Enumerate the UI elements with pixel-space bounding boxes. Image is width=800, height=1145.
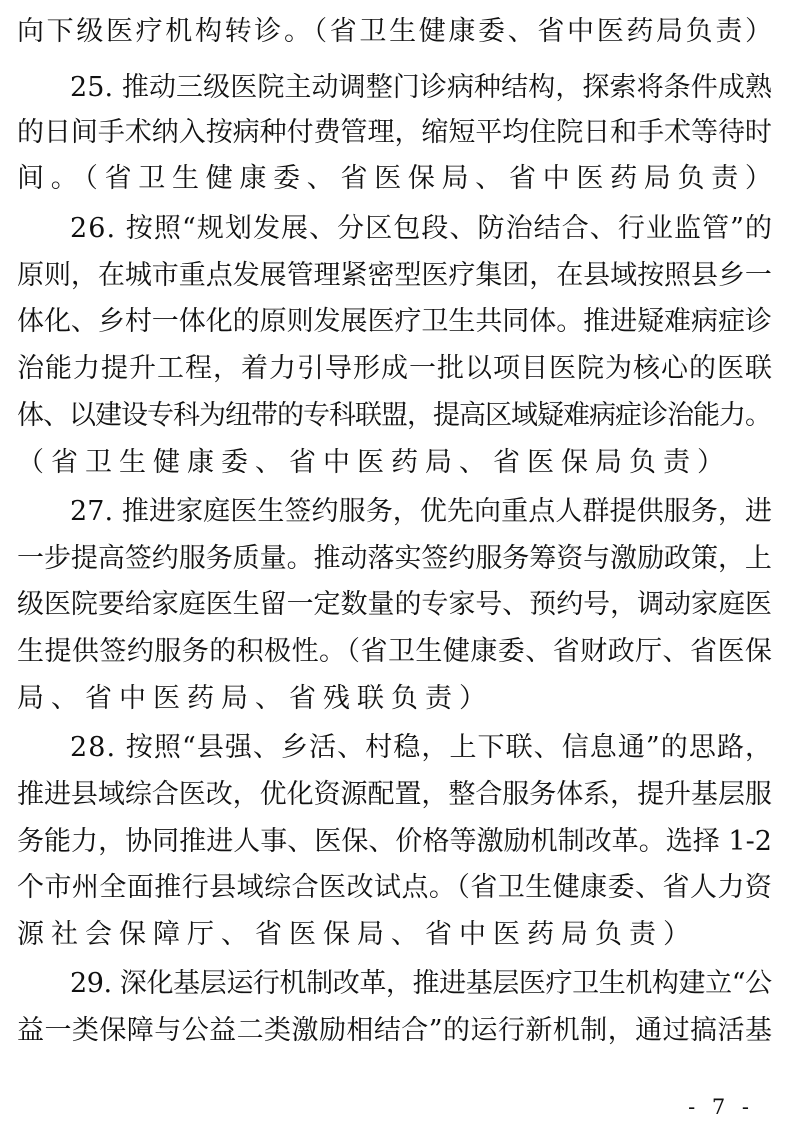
text-line	[0, 64, 800, 112]
text-line-content: 28. 按照“县强、乡活、村稳，上下联、信息通”的思路，	[70, 732, 774, 763]
text-line-content: 体化、乡村一体化的原则发展医疗卫生共同体。推进疑难病症诊	[17, 306, 772, 337]
text-line-content: 的日间手术纳入按病种付费管理，缩短平均住院日和手术等待时	[17, 117, 772, 148]
text-line-content: 29. 深化基层运行机制改革，推进基层医疗卫生机构建立“公	[70, 968, 772, 999]
text-line	[0, 8, 800, 56]
text-line	[0, 155, 800, 203]
text-line	[0, 864, 800, 912]
text-line	[0, 535, 800, 583]
text-line-content: （省卫生健康委、省中医药局、省医保局负责）	[17, 447, 731, 478]
text-line	[0, 252, 800, 300]
text-line	[0, 675, 800, 723]
text-line-content: 务能力，协同推进人事、医保、价格等激励机制改革。选择 1-2	[17, 826, 772, 857]
text-line	[0, 628, 800, 676]
text-line-content: 源社会保障厅、省医保局、省中医药局负责）	[17, 919, 697, 950]
text-line-content: 治能力提升工程，着力引导形成一批以项目医院为核心的医联	[17, 353, 773, 384]
text-line-content: 局、省中医药局、省残联负责）	[17, 683, 493, 714]
text-line	[0, 488, 800, 536]
text-line	[0, 205, 800, 253]
text-line-content: 原则，在城市重点发展管理紧密型医疗集团，在县域按照县乡一	[17, 260, 772, 291]
text-line	[0, 771, 800, 819]
text-line-content: 25. 推动三级医院主动调整门诊病种结构，探索将条件成熟	[70, 72, 773, 103]
text-line-content: 间。（省卫生健康委、省医保局、省中医药局负责）	[17, 163, 779, 194]
text-line-content: 生提供签约服务的积极性。（省卫生健康委、省财政厅、省医保	[17, 636, 773, 667]
text-line	[0, 109, 800, 157]
text-line-content: 级医院要给家庭医生留一定数量的专家号、预约号，调动家庭医	[17, 589, 772, 620]
text-line-content: 一步提高签约服务质量。推动落实签约服务筹资与激励政策，上	[17, 543, 772, 574]
text-line	[0, 818, 800, 866]
text-line-content: 益一类保障与公益二类激励相结合”的运行新机制，通过搞活基	[17, 1015, 773, 1046]
text-line	[0, 1007, 800, 1055]
text-line-content: 推进县域综合医改，优化资源配置，整合服务体系，提升基层服	[17, 779, 772, 810]
text-line-content: 个市州全面推行县域综合医改试点。（省卫生健康委、省人力资	[17, 872, 773, 903]
text-line-content: 向下级医疗机构转诊。（省卫生健康委、省中医药局负责）	[17, 16, 775, 47]
text-line-content: 27. 推进家庭医生签约服务，优先向重点人群提供服务，进	[70, 496, 773, 527]
text-line	[0, 439, 800, 487]
text-line	[0, 345, 800, 393]
text-line-content: 体、以建设专科为纽带的专科联盟，提高区域疑难病症诊治能力。	[17, 400, 771, 431]
text-line	[0, 911, 800, 959]
text-line	[0, 960, 800, 1008]
text-line	[0, 392, 800, 440]
text-line	[0, 581, 800, 629]
text-line	[0, 724, 800, 772]
page-number: - 7 -	[688, 1095, 754, 1119]
text-line	[0, 298, 800, 346]
text-line-content: 26. 按照“规划发展、分区包段、防治结合、行业监管”的	[70, 213, 774, 244]
